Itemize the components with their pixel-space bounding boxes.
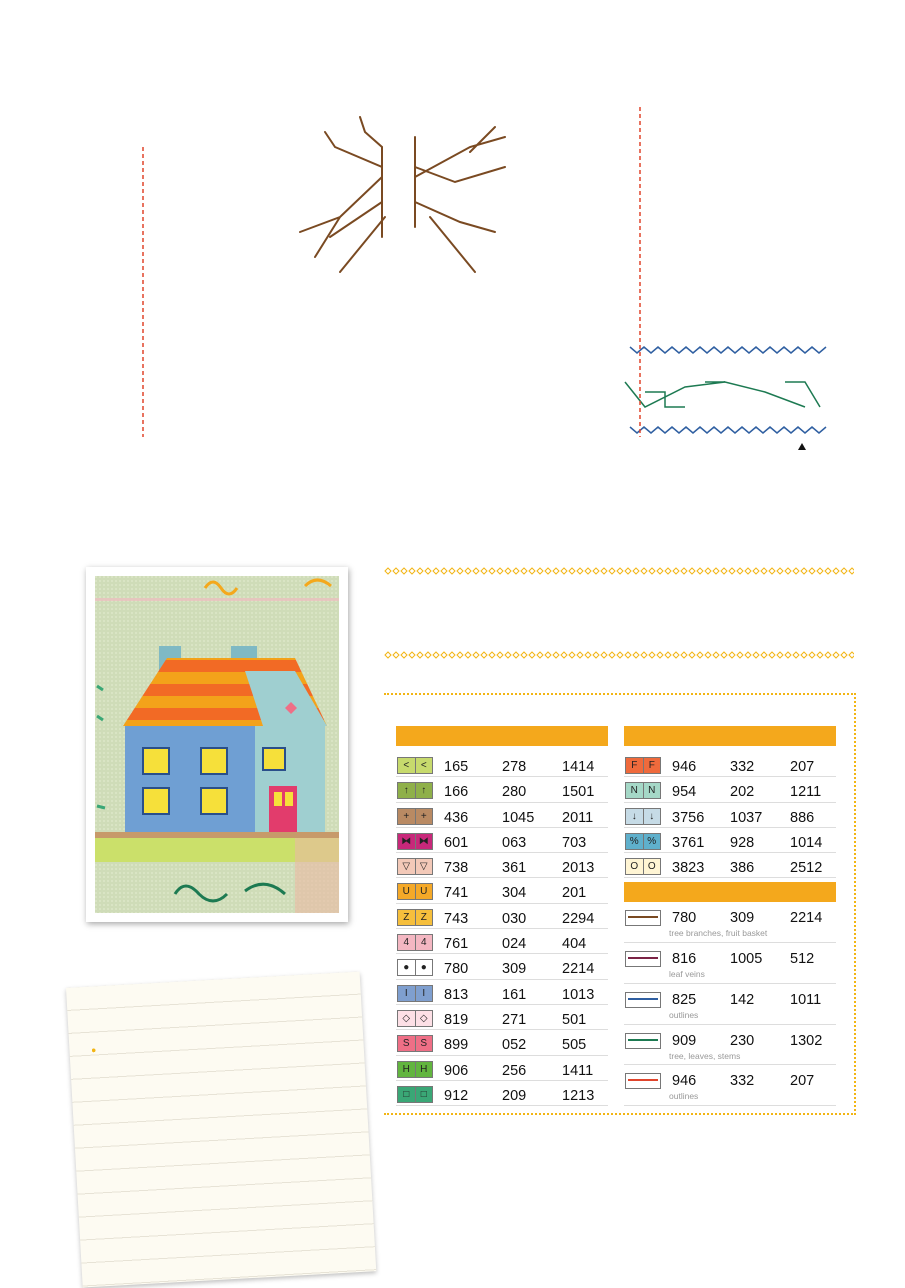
dmc-number: 601	[444, 834, 469, 851]
backstitch-row	[624, 1025, 836, 1066]
dmc-number: 899	[444, 1037, 469, 1054]
anchor-number: 278	[502, 759, 527, 775]
cross-stitch-chart	[85, 107, 855, 525]
anchor-number: 386	[730, 860, 755, 877]
symbol-swatch: H H	[397, 1061, 433, 1078]
madeira-number: 1011	[790, 991, 822, 1008]
symbol-swatch: 4 4	[397, 934, 433, 951]
chart-grid	[85, 107, 855, 525]
dmc-number: 3823	[672, 860, 705, 877]
backstitch-use: tree, leaves, stems	[669, 1050, 741, 1061]
anchor-number: 1037	[730, 809, 763, 826]
madeira-number: 2013	[562, 860, 595, 877]
key-row	[624, 828, 836, 853]
madeira-number: 2512	[790, 860, 823, 877]
madeira-number: 2294	[562, 910, 595, 927]
madeira-number: 1414	[562, 759, 595, 775]
symbol-swatch: ▽ ▽	[397, 858, 433, 875]
symbol-swatch: N N	[625, 782, 661, 799]
materials-list	[91, 1026, 351, 1041]
dmc-number: 954	[672, 784, 697, 801]
symbol-swatch: S S	[397, 1035, 433, 1052]
key-row	[396, 878, 608, 903]
madeira-number: 886	[790, 809, 815, 826]
backstitch-row	[624, 984, 836, 1025]
dmc-number: 3756	[672, 809, 705, 826]
madeira-number: 703	[562, 834, 587, 851]
madeira-number: 404	[562, 936, 587, 953]
symbol-swatch: U U	[397, 883, 433, 900]
key-row	[396, 929, 608, 954]
anchor-number: 1005	[730, 951, 763, 968]
anchor-number: 024	[502, 936, 527, 953]
key-row	[624, 777, 836, 802]
cross-stitch-heading	[624, 726, 836, 746]
symbol-swatch: F F	[625, 757, 661, 774]
backstitch-use: outlines	[669, 1091, 699, 1102]
madeira-number: 2011	[562, 809, 594, 826]
materials-item	[91, 1026, 351, 1041]
key-column-left	[396, 708, 608, 1106]
backstitch-row	[624, 902, 836, 943]
anchor-number: 063	[502, 834, 527, 851]
dmc-number: 946	[672, 759, 697, 775]
stitched-house-photo	[86, 567, 348, 922]
key-column-right	[624, 708, 836, 1106]
anchor-number: 309	[730, 910, 755, 927]
key-row	[396, 980, 608, 1005]
madeira-number: 207	[790, 1073, 815, 1090]
anchor-number: 361	[502, 860, 527, 877]
stockist-link[interactable]	[91, 1026, 351, 1041]
backstitch-use: tree branches, fruit basket	[669, 928, 768, 939]
dmc-number: 165	[444, 759, 469, 775]
key-column-headers	[624, 708, 836, 724]
key-row	[624, 803, 836, 828]
key-row	[396, 752, 608, 777]
dmc-number: 909	[672, 1032, 697, 1049]
symbol-swatch: % %	[625, 833, 661, 850]
madeira-number: 1013	[562, 986, 595, 1003]
backstitch-swatch	[625, 951, 661, 967]
materials-item	[91, 1026, 351, 1041]
dmc-number: 946	[672, 1073, 697, 1090]
materials-item	[91, 1026, 351, 1041]
materials-item	[91, 1026, 351, 1041]
madeira-number: 1501	[562, 784, 595, 801]
anchor-number: 271	[502, 1011, 527, 1028]
key-row	[396, 853, 608, 878]
anchor-number: 309	[502, 961, 527, 978]
dmc-number: 816	[672, 951, 697, 968]
key-row	[396, 803, 608, 828]
dmc-number: 3761	[672, 834, 705, 851]
symbol-swatch: ◇ ◇	[397, 1010, 433, 1027]
anchor-number: 280	[502, 784, 527, 801]
anchor-number: 030	[502, 910, 527, 927]
dmc-number: 780	[444, 961, 469, 978]
symbol-swatch: ↓ ↓	[625, 808, 661, 825]
anchor-number: 161	[502, 986, 527, 1003]
materials-item	[91, 1026, 351, 1041]
anchor-number: 209	[502, 1087, 527, 1104]
key-row	[624, 752, 836, 777]
backstitch-row	[624, 1065, 836, 1106]
dotted-divider	[384, 567, 854, 575]
dmc-number: 738	[444, 860, 469, 877]
backstitch-swatch	[625, 910, 661, 926]
materials-item	[91, 1026, 351, 1041]
backstitch-swatch	[625, 1073, 661, 1089]
madeira-number: 1014	[790, 834, 823, 851]
dmc-number: 813	[444, 986, 469, 1003]
row-label-box	[109, 176, 133, 190]
backstitch-use: leaf veins	[669, 969, 705, 980]
madeira-number: 207	[790, 759, 815, 775]
key-column-headers	[396, 708, 608, 724]
key-row	[396, 777, 608, 802]
anchor-number: 142	[730, 991, 755, 1008]
madeira-number: 501	[562, 1011, 587, 1028]
backstitch-row	[624, 943, 836, 984]
dmc-number: 780	[672, 910, 697, 927]
symbol-swatch: O O	[625, 858, 661, 875]
key-row	[396, 1081, 608, 1106]
madeira-number: 2214	[562, 961, 595, 978]
materials-item	[91, 1026, 351, 1041]
dmc-number: 741	[444, 885, 469, 902]
backstitch-heading	[624, 882, 836, 902]
anchor-number: 1045	[502, 809, 535, 826]
anchor-number: 230	[730, 1032, 755, 1049]
materials-item	[91, 1026, 351, 1041]
dotted-divider	[384, 651, 854, 659]
dmc-number: 819	[444, 1011, 469, 1028]
dmc-number: 436	[444, 809, 469, 826]
key-row	[396, 1056, 608, 1081]
key-row	[396, 904, 608, 929]
anchor-number: 052	[502, 1037, 527, 1054]
madeira-number: 1213	[562, 1087, 595, 1104]
symbol-swatch: I I	[397, 985, 433, 1002]
symbol-swatch: ↑ ↑	[397, 782, 433, 799]
backstitch-swatch	[625, 992, 661, 1008]
madeira-number: 2214	[790, 910, 823, 927]
dmc-number: 906	[444, 1062, 469, 1079]
dmc-number: 912	[444, 1087, 469, 1104]
symbol-swatch: Z Z	[397, 909, 433, 926]
madeira-number: 1411	[562, 1062, 594, 1079]
key-row	[396, 1030, 608, 1055]
backstitch-use: outlines	[669, 1009, 699, 1020]
anchor-number: 256	[502, 1062, 527, 1079]
key-row	[396, 1005, 608, 1030]
madeira-number: 505	[562, 1037, 587, 1054]
dmc-number: 166	[444, 784, 469, 801]
key-row	[396, 828, 608, 853]
anchor-number: 928	[730, 834, 755, 851]
anchor-number: 332	[730, 1073, 755, 1090]
madeira-number: 1302	[790, 1032, 823, 1049]
symbol-swatch: + +	[397, 808, 433, 825]
symbol-swatch: ⧓ ⧓	[397, 833, 433, 850]
symbol-swatch: < <	[397, 757, 433, 774]
backstitch-swatch	[625, 1033, 661, 1049]
key-row	[624, 853, 836, 878]
key-row	[396, 954, 608, 979]
symbol-swatch: ● ●	[397, 959, 433, 976]
dmc-number: 743	[444, 910, 469, 927]
cross-stitch-heading	[396, 726, 608, 746]
dmc-number: 825	[672, 991, 697, 1008]
dmc-number: 761	[444, 936, 469, 953]
madeira-number: 201	[562, 885, 587, 902]
madeira-number: 1211	[790, 784, 822, 801]
madeira-number: 512	[790, 951, 815, 968]
materials-note	[66, 972, 376, 1288]
symbol-swatch: □ □	[397, 1086, 433, 1103]
anchor-number: 304	[502, 885, 527, 902]
anchor-number: 202	[730, 784, 755, 801]
anchor-number: 332	[730, 759, 755, 775]
